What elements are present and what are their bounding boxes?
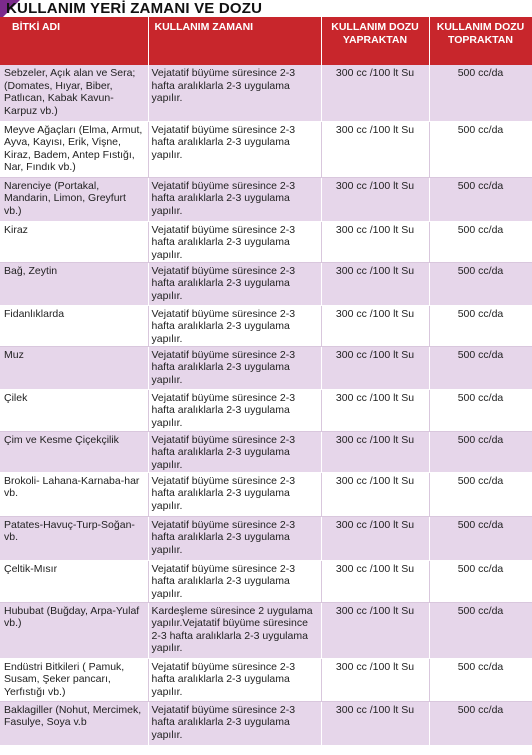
usage-time-cell: Vejatatif büyüme süresince 2-3 hafta aralıklarla 2-3 uygulama yapılır. xyxy=(148,431,321,472)
usage-time-cell: Vejatatif büyüme süresince 2-3 hafta aralıklarla 2-3 uygulama yapılır. xyxy=(148,177,321,221)
usage-time-cell: Vejatatif büyüme süresince 2-3 hafta aralıklarla 2-3 uygulama yapılır. xyxy=(148,65,321,121)
soil-dose-cell: 500 cc/da xyxy=(429,389,532,431)
plant-cell: Fidanlıklarda xyxy=(0,305,148,346)
leaf-dose-cell: 300 cc /100 lt Su xyxy=(321,305,429,346)
header-plant: BİTKİ ADI xyxy=(0,17,148,65)
plant-cell: Kiraz xyxy=(0,221,148,262)
table-row xyxy=(0,602,532,658)
plant-cell: Patates-Havuç-Turp-Soğan- vb. xyxy=(0,516,148,560)
table-row xyxy=(0,177,532,221)
leaf-dose-cell: 300 cc /100 lt Su xyxy=(321,560,429,602)
soil-dose-cell: 500 cc/da xyxy=(429,560,532,602)
table-row xyxy=(0,262,532,305)
leaf-dose-cell: 300 cc /100 lt Su xyxy=(321,516,429,560)
plant-cell: Hububat (Buğday, Arpa-Yulaf vb.) xyxy=(0,602,148,658)
soil-dose-cell: 500 cc/da xyxy=(429,602,532,658)
leaf-dose-cell: 300 cc /100 lt Su xyxy=(321,701,429,745)
leaf-dose-cell: 300 cc /100 lt Su xyxy=(321,177,429,221)
table-row xyxy=(0,431,532,472)
soil-dose-cell: 500 cc/da xyxy=(429,221,532,262)
plant-cell: Baklagiller (Nohut, Mercimek, Fasulye, Soya v.b xyxy=(0,701,148,745)
usage-time-cell: Vejatatif büyüme süresince 2-3 hafta aralıklarla 2-3 uygulama yapılır. xyxy=(148,658,321,701)
leaf-dose-cell: 300 cc /100 lt Su xyxy=(321,472,429,516)
usage-time-cell: Vejatatif büyüme süresince 2-3 hafta aralıklarla 2-3 uygulama yapılır. xyxy=(148,560,321,602)
table-row xyxy=(0,701,532,745)
usage-time-cell: Vejatatif büyüme süresince 2-3 hafta aralıklarla 2-3 uygulama yapılır. xyxy=(148,516,321,560)
usage-time-cell: Vejatatif büyüme süresince 2-3 hafta aralıklarla 2-3 uygulama yapılır. xyxy=(148,121,321,177)
plant-cell: Endüstri Bitkileri ( Pamuk, Susam, Şeker pancarı, Yerfıstığı vb.) xyxy=(0,658,148,701)
table-row xyxy=(0,658,532,701)
plant-cell: Bağ, Zeytin xyxy=(0,262,148,305)
plant-cell: Çilek xyxy=(0,389,148,431)
soil-dose-cell: 500 cc/da xyxy=(429,177,532,221)
soil-dose-cell: 500 cc/da xyxy=(429,701,532,745)
leaf-dose-cell: 300 cc /100 lt Su xyxy=(321,602,429,658)
usage-time-cell: Vejatatif büyüme süresince 2-3 hafta aralıklarla 2-3 uygulama yapılır. xyxy=(148,346,321,389)
usage-time-cell: Vejatatif büyüme süresince 2-3 hafta aralıklarla 2-3 uygulama yapılır. xyxy=(148,389,321,431)
page-title: KULLANIM YERİ ZAMANI VE DOZU xyxy=(6,0,263,17)
soil-dose-cell: 500 cc/da xyxy=(429,516,532,560)
table-header-row xyxy=(0,17,532,65)
soil-dose-cell: 500 cc/da xyxy=(429,305,532,346)
usage-time-cell: Vejatatif büyüme süresince 2-3 hafta aralıklarla 2-3 uygulama yapılır. xyxy=(148,305,321,346)
header-soil-dose: KULLANIM DOZU TOPRAKTAN xyxy=(429,17,532,65)
soil-dose-cell: 500 cc/da xyxy=(429,431,532,472)
leaf-dose-cell: 300 cc /100 lt Su xyxy=(321,658,429,701)
table-row xyxy=(0,121,532,177)
soil-dose-cell: 500 cc/da xyxy=(429,472,532,516)
plant-cell: Brokoli- Lahana-Karnaba-har vb. xyxy=(0,472,148,516)
usage-time-cell: Vejatatif büyüme süresince 2-3 hafta aralıklarla 2-3 uygulama yapılır. xyxy=(148,262,321,305)
header-time: KULLANIM ZAMANI xyxy=(148,17,321,65)
leaf-dose-cell: 300 cc /100 lt Su xyxy=(321,431,429,472)
soil-dose-cell: 500 cc/da xyxy=(429,65,532,121)
table-row xyxy=(0,516,532,560)
soil-dose-cell: 500 cc/da xyxy=(429,121,532,177)
soil-dose-cell: 500 cc/da xyxy=(429,658,532,701)
leaf-dose-cell: 300 cc /100 lt Su xyxy=(321,65,429,121)
leaf-dose-cell: 300 cc /100 lt Su xyxy=(321,262,429,305)
plant-cell: Muz xyxy=(0,346,148,389)
header-leaf-dose: KULLANIM DOZU YAPRAKTAN xyxy=(321,17,429,65)
leaf-dose-cell: 300 cc /100 lt Su xyxy=(321,389,429,431)
usage-time-cell: Kardeşleme süresince 2 uygulama yapılır.Vejatatif büyüme süresince 2-3 hafta aralıklarla 2-3 uygulama yapılır. xyxy=(148,602,321,658)
leaf-dose-cell: 300 cc /100 lt Su xyxy=(321,346,429,389)
soil-dose-cell: 500 cc/da xyxy=(429,346,532,389)
usage-time-cell: Vejatatif büyüme süresince 2-3 hafta aralıklarla 2-3 uygulama yapılır. xyxy=(148,701,321,745)
plant-cell: Meyve Ağaçları (Elma, Armut, Ayva, Kayısı, Erik, Vişne, Kiraz, Badem, Antep Fıstığı, Nar, Fındık vb.) xyxy=(0,121,148,177)
table-row xyxy=(0,305,532,346)
table-row xyxy=(0,65,532,121)
table-row xyxy=(0,472,532,516)
plant-cell: Çim ve Kesme Çiçekçilik xyxy=(0,431,148,472)
plant-cell: Narenciye (Portakal, Mandarin, Limon, Greyfurt vb.) xyxy=(0,177,148,221)
usage-time-cell: Vejatatif büyüme süresince 2-3 hafta aralıklarla 2-3 uygulama yapılır. xyxy=(148,221,321,262)
table-row xyxy=(0,221,532,262)
table-row xyxy=(0,560,532,602)
plant-cell: Sebzeler, Açık alan ve Sera; (Domates, Hıyar, Biber, Patlıcan, Kabak Kavun-Karpuz vb.) xyxy=(0,65,148,121)
plant-cell: Çeltik-Mısır xyxy=(0,560,148,602)
table-row xyxy=(0,346,532,389)
table-row xyxy=(0,389,532,431)
leaf-dose-cell: 300 cc /100 lt Su xyxy=(321,221,429,262)
usage-table xyxy=(0,17,532,746)
soil-dose-cell: 500 cc/da xyxy=(429,262,532,305)
usage-time-cell: Vejatatif büyüme süresince 2-3 hafta aralıklarla 2-3 uygulama yapılır. xyxy=(148,472,321,516)
leaf-dose-cell: 300 cc /100 lt Su xyxy=(321,121,429,177)
